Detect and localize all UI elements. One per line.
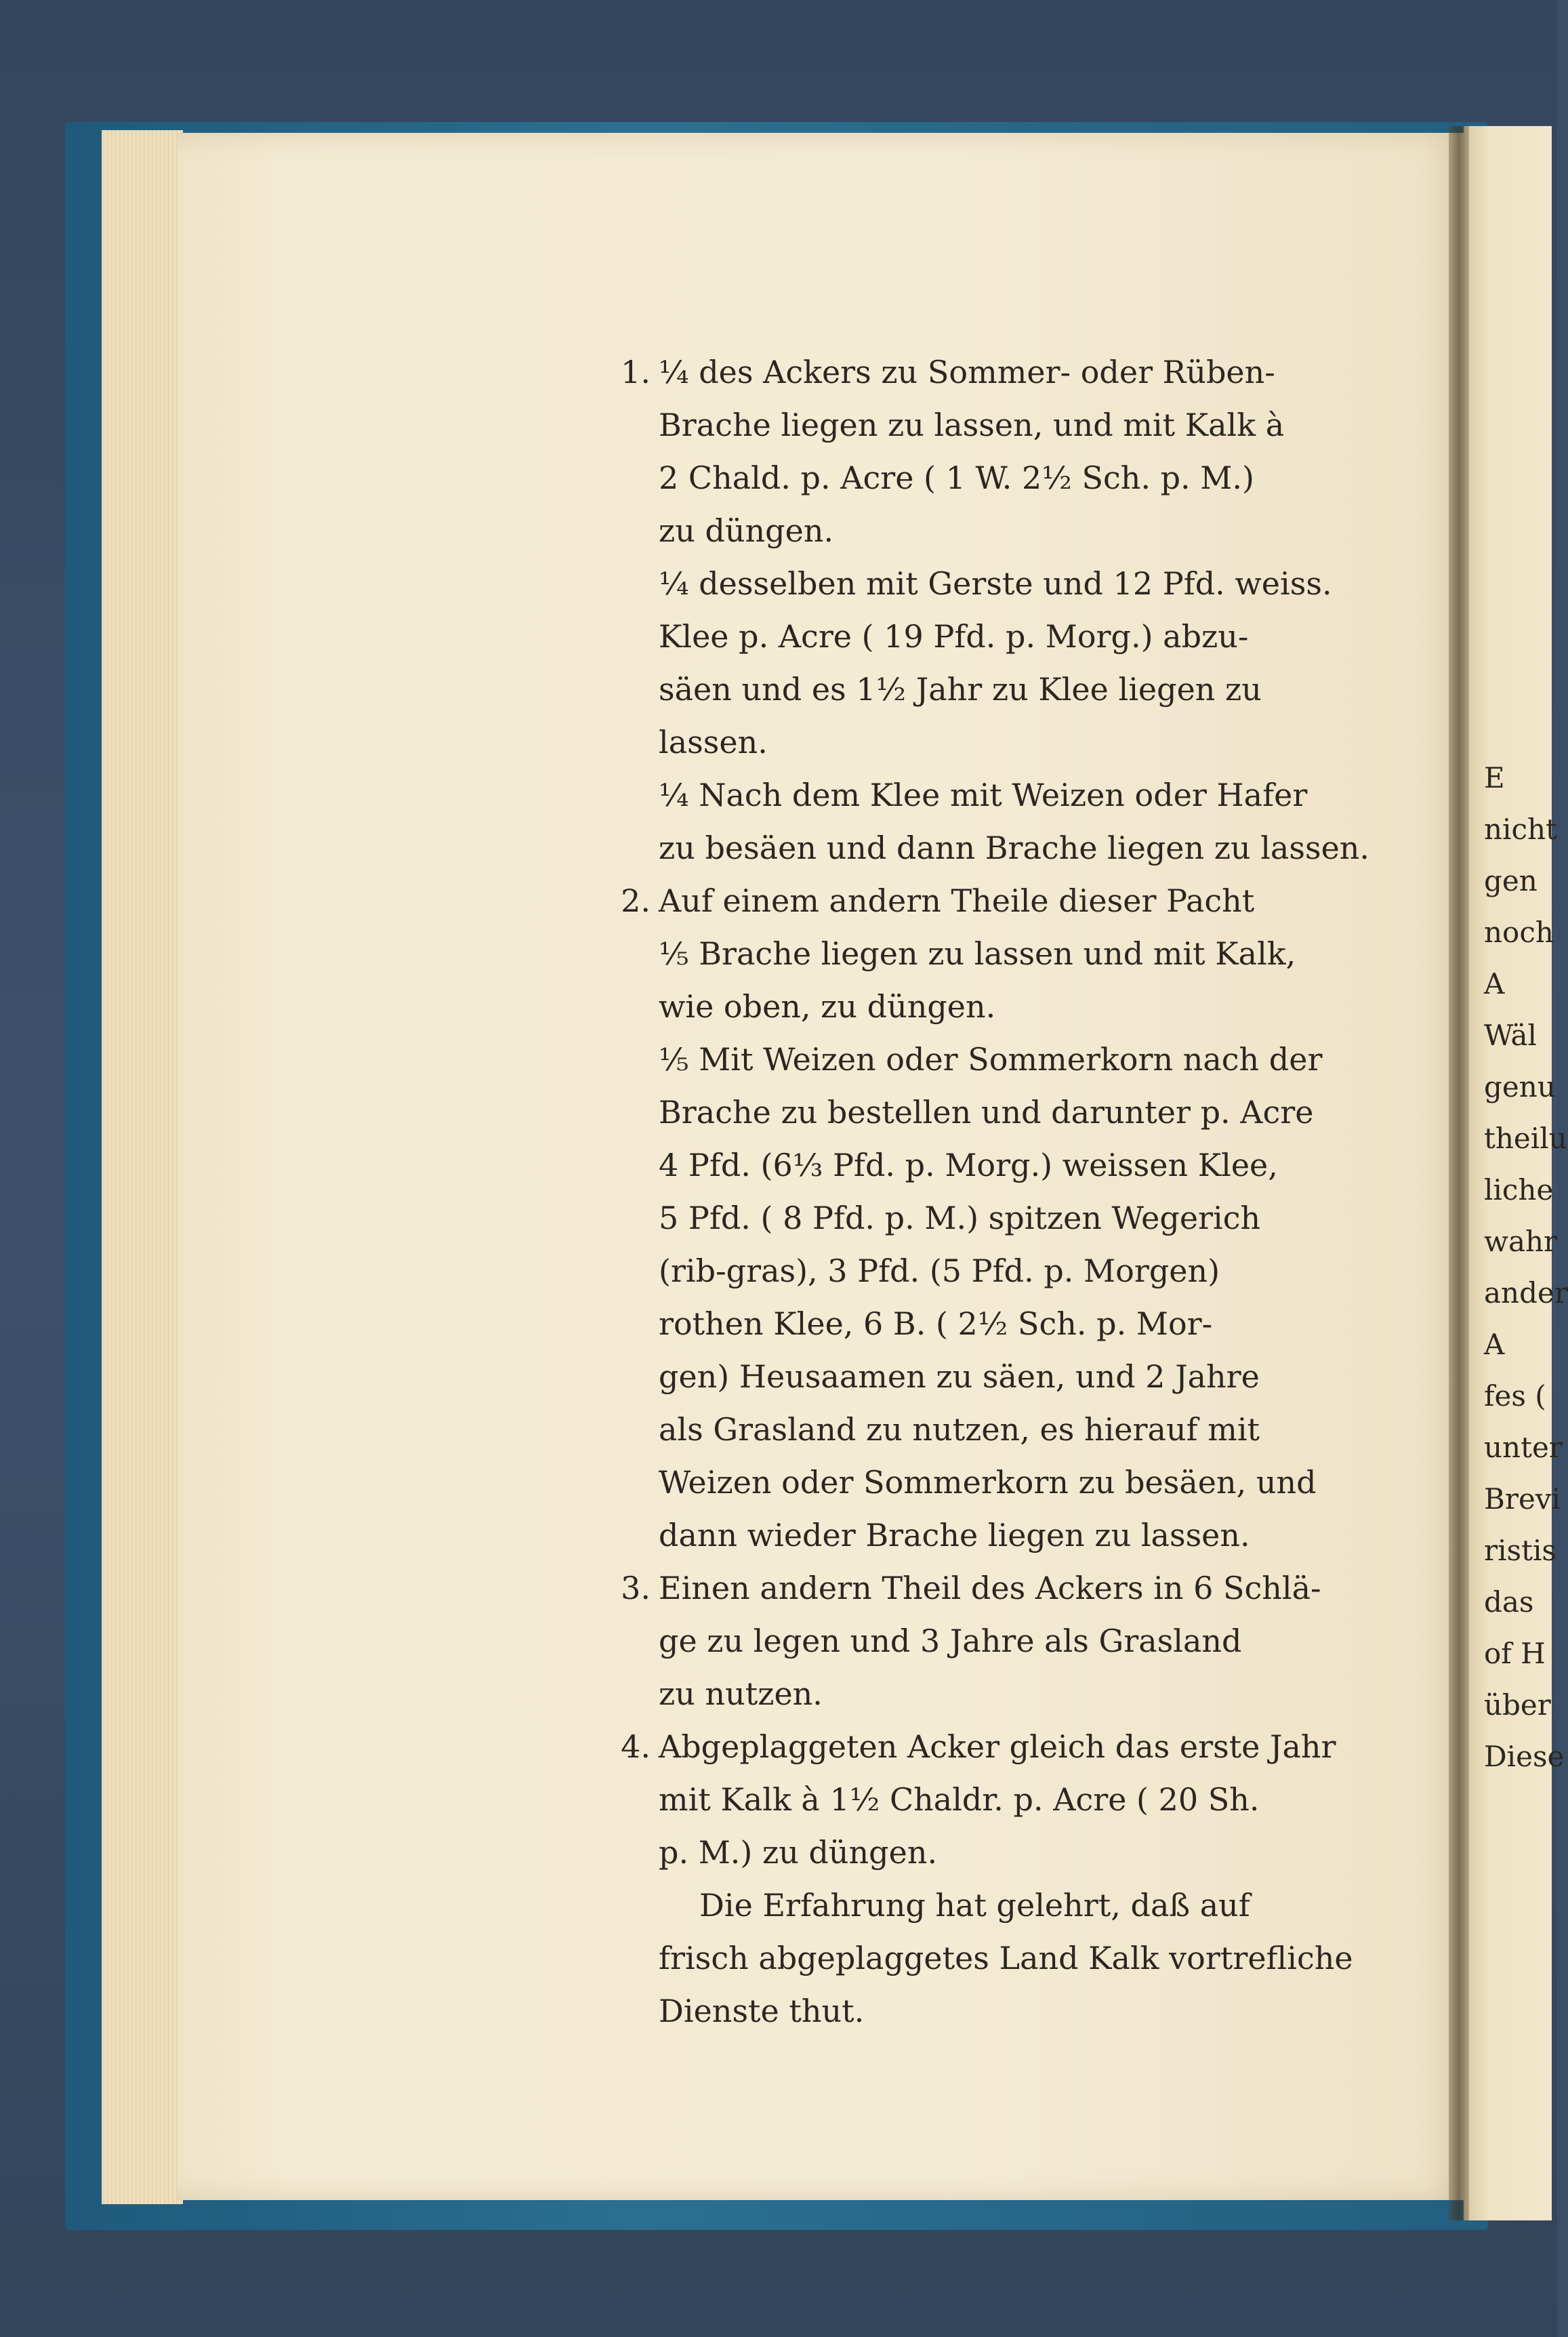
text-line: lassen. xyxy=(659,724,768,760)
text-line: ⅕ Mit Weizen oder Sommerkorn nach der xyxy=(659,1041,1323,1078)
text-line: gen) Heusaamen zu säen, und 2 Jahre xyxy=(659,1358,1260,1395)
text-line: zu besäen und dann Brache liegen zu lassen. xyxy=(659,830,1370,866)
fragment: A xyxy=(1484,967,1505,1000)
text-line: 5 Pfd. ( 8 Pfd. p. M.) spitzen Wegerich xyxy=(659,1200,1261,1236)
fragment: unter xyxy=(1484,1431,1563,1464)
book-gutter xyxy=(1449,126,1469,2220)
fragment: wahr xyxy=(1484,1225,1558,1258)
text-line: mit Kalk à 1½ Chaldr. p. Acre ( 20 Sh. xyxy=(659,1781,1260,1818)
text-line: Auf einem andern Theile dieser Pacht xyxy=(659,882,1255,919)
paragraph-2 xyxy=(596,874,1362,1033)
text-line: Brache liegen zu lassen, und mit Kalk à xyxy=(659,407,1285,443)
fragment: das xyxy=(1484,1585,1534,1619)
item-number: 1. xyxy=(621,354,651,390)
page-edges xyxy=(102,130,183,2204)
text-line: wie oben, zu düngen. xyxy=(659,988,996,1025)
text-line: Dienste thut. xyxy=(659,1993,865,2029)
fragment: E xyxy=(1484,761,1505,794)
text-line: 4 Pfd. (6⅓ Pfd. p. Morg.) weissen Klee, xyxy=(659,1147,1278,1183)
paragraph-2b xyxy=(596,1033,1362,1562)
fragment: Diese xyxy=(1484,1740,1565,1773)
text-line: Brache zu bestellen und darunter p. Acre xyxy=(659,1094,1314,1131)
fragment: fes ( xyxy=(1484,1379,1546,1413)
item-number: 3. xyxy=(621,1570,651,1606)
text-line: 2 Chald. p. Acre ( 1 W. 2½ Sch. p. M.) xyxy=(659,460,1254,496)
text-line: dann wieder Brache liegen zu lassen. xyxy=(659,1517,1250,1553)
paragraph-3 xyxy=(596,1562,1362,1720)
item-number: 4. xyxy=(621,1728,651,1765)
text-line: Weizen oder Sommerkorn zu besäen, und xyxy=(659,1464,1317,1501)
paragraph-4 xyxy=(596,1720,1362,1879)
fragment: genu xyxy=(1484,1070,1556,1103)
fragment: of H xyxy=(1484,1637,1546,1670)
text-line: ¼ Nach dem Klee mit Weizen oder Hafer xyxy=(659,777,1308,813)
paragraph-1c xyxy=(596,769,1370,874)
text-line: als Grasland zu nutzen, es hierauf mit xyxy=(659,1411,1260,1448)
text-line: zu nutzen. xyxy=(659,1675,823,1712)
page-text xyxy=(596,346,1370,2037)
fragment: noch xyxy=(1484,916,1554,949)
text-line: ⅕ Brache liegen zu lassen und mit Kalk, xyxy=(659,935,1296,972)
fragment: liche xyxy=(1484,1173,1554,1206)
paragraph-1b xyxy=(596,557,1362,769)
text-line: säen und es 1½ Jahr zu Klee liegen zu xyxy=(659,671,1262,708)
paragraph-conclusion xyxy=(596,1879,1362,2037)
fragment: ristis xyxy=(1484,1534,1556,1567)
fragment: A xyxy=(1484,1328,1505,1361)
text-line: zu düngen. xyxy=(659,512,834,549)
text-line: frisch abgeplaggetes Land Kalk vortrefliche xyxy=(659,1940,1353,1976)
fragment: Brevi xyxy=(1484,1482,1561,1516)
fragment: theilu xyxy=(1484,1122,1567,1155)
text-line: ¼ des Ackers zu Sommer- oder Rüben- xyxy=(659,354,1275,390)
text-line: p. M.) zu düngen. xyxy=(659,1834,938,1871)
paragraph-1 xyxy=(596,346,1362,557)
text-line: Die Erfahrung hat gelehrt, daß auf xyxy=(699,1887,1250,1924)
text-line: ¼ desselben mit Gerste und 12 Pfd. weiss. xyxy=(659,565,1332,602)
text-line: rothen Klee, 6 B. ( 2½ Sch. p. Mor- xyxy=(659,1305,1213,1342)
text-line: Einen andern Theil des Ackers in 6 Schlä- xyxy=(659,1570,1321,1606)
fragment: gen xyxy=(1484,864,1538,897)
fragment: nicht xyxy=(1484,813,1557,846)
fragment: Wäl xyxy=(1484,1019,1537,1052)
text-line: Abgeplaggeten Acker gleich das erste Jahr xyxy=(659,1728,1336,1765)
text-line: (rib-gras), 3 Pfd. (5 Pfd. p. Morgen) xyxy=(659,1253,1220,1289)
fragment: ander xyxy=(1484,1276,1568,1309)
text-line: Klee p. Acre ( 19 Pfd. p. Morg.) abzu- xyxy=(659,618,1249,655)
text-line: ge zu legen und 3 Jahre als Grasland xyxy=(659,1623,1242,1659)
facing-page-text xyxy=(1484,752,1568,1783)
fragment: über xyxy=(1484,1688,1551,1722)
item-number: 2. xyxy=(621,882,651,919)
